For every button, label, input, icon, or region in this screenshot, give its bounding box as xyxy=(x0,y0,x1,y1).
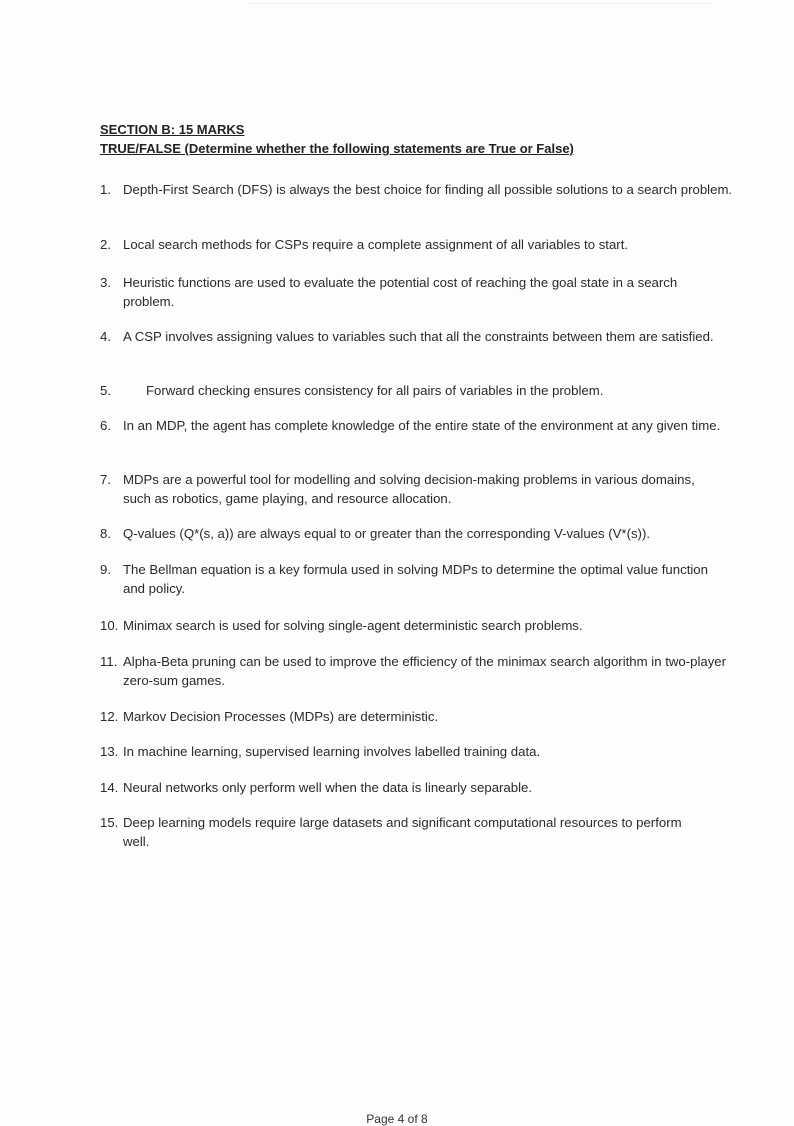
question-text: Local search methods for CSPs require a complete assignment of all variables to start. xyxy=(123,237,629,252)
question-number: 8. xyxy=(100,526,111,541)
question-text: Heuristic functions are used to evaluate the potential cost of reaching the goal state in a search problem. xyxy=(123,275,678,309)
question-text: Neural networks only perform well when the data is linearly separable. xyxy=(123,780,533,795)
question-text: Alpha-Beta pruning can be used to improve the efficiency of the minimax search algorithm in two-player zero-sum games. xyxy=(123,654,727,688)
question-text: The Bellman equation is a key formula used in solving MDPs to determine the optimal value function and policy. xyxy=(123,562,708,596)
question-item xyxy=(100,652,745,690)
question-text: A CSP involves assigning values to variables such that all the constraints between them are satisfied. xyxy=(123,329,714,344)
question-number: 2. xyxy=(100,237,111,252)
question-number: 10. xyxy=(100,618,119,633)
question-number: 9. xyxy=(100,562,111,577)
question-number: 12. xyxy=(100,709,119,724)
question-text: Minimax search is used for solving single-agent deterministic search problems. xyxy=(123,618,583,633)
question-item xyxy=(100,813,710,851)
scan-edge xyxy=(250,3,710,4)
question-number: 1. xyxy=(100,182,111,197)
question-item xyxy=(100,273,700,311)
question-number: 3. xyxy=(100,275,111,290)
question-number: 15. xyxy=(100,815,119,830)
question-item xyxy=(100,416,730,435)
question-number: 7. xyxy=(100,472,111,487)
question-number: 5. xyxy=(100,383,111,398)
question-item xyxy=(100,742,740,761)
question-item xyxy=(100,381,740,400)
question-item xyxy=(100,616,740,635)
question-text: Depth-First Search (DFS) is always the best choice for finding all possible solutions to a search problem. xyxy=(123,182,733,197)
question-item xyxy=(100,560,730,598)
question-text: MDPs are a powerful tool for modelling and solving decision-making problems in various domains, such as robotics, game playing, and resource allocation. xyxy=(123,472,695,506)
question-text: Deep learning models require large datasets and significant computational resources to perform well. xyxy=(123,815,682,849)
question-number: 13. xyxy=(100,744,119,759)
question-item xyxy=(100,180,740,199)
question-item xyxy=(100,470,710,508)
question-item xyxy=(100,235,740,254)
question-text: Forward checking ensures consistency for all pairs of variables in the problem. xyxy=(146,383,604,398)
question-item xyxy=(100,707,740,726)
question-item xyxy=(100,778,740,797)
question-number: 6. xyxy=(100,418,111,433)
question-text: In an MDP, the agent has complete knowledge of the entire state of the environment at any given time. xyxy=(123,418,721,433)
instructions: TRUE/FALSE (Determine whether the following statements are True or False) xyxy=(100,141,574,156)
question-number: 4. xyxy=(100,329,111,344)
question-text: Markov Decision Processes (MDPs) are deterministic. xyxy=(123,709,439,724)
question-text: In machine learning, supervised learning involves labelled training data. xyxy=(123,744,541,759)
question-item xyxy=(100,327,720,346)
question-text: Q-values (Q*(s, a)) are always equal to or greater than the corresponding V-values (V*(s)). xyxy=(123,526,650,541)
question-number: 11. xyxy=(100,654,118,669)
page-number: Page 4 of 8 xyxy=(366,1112,428,1126)
question-number: 14. xyxy=(100,780,119,795)
question-item xyxy=(100,524,760,543)
section-title: SECTION B: 15 MARKS xyxy=(100,122,245,137)
